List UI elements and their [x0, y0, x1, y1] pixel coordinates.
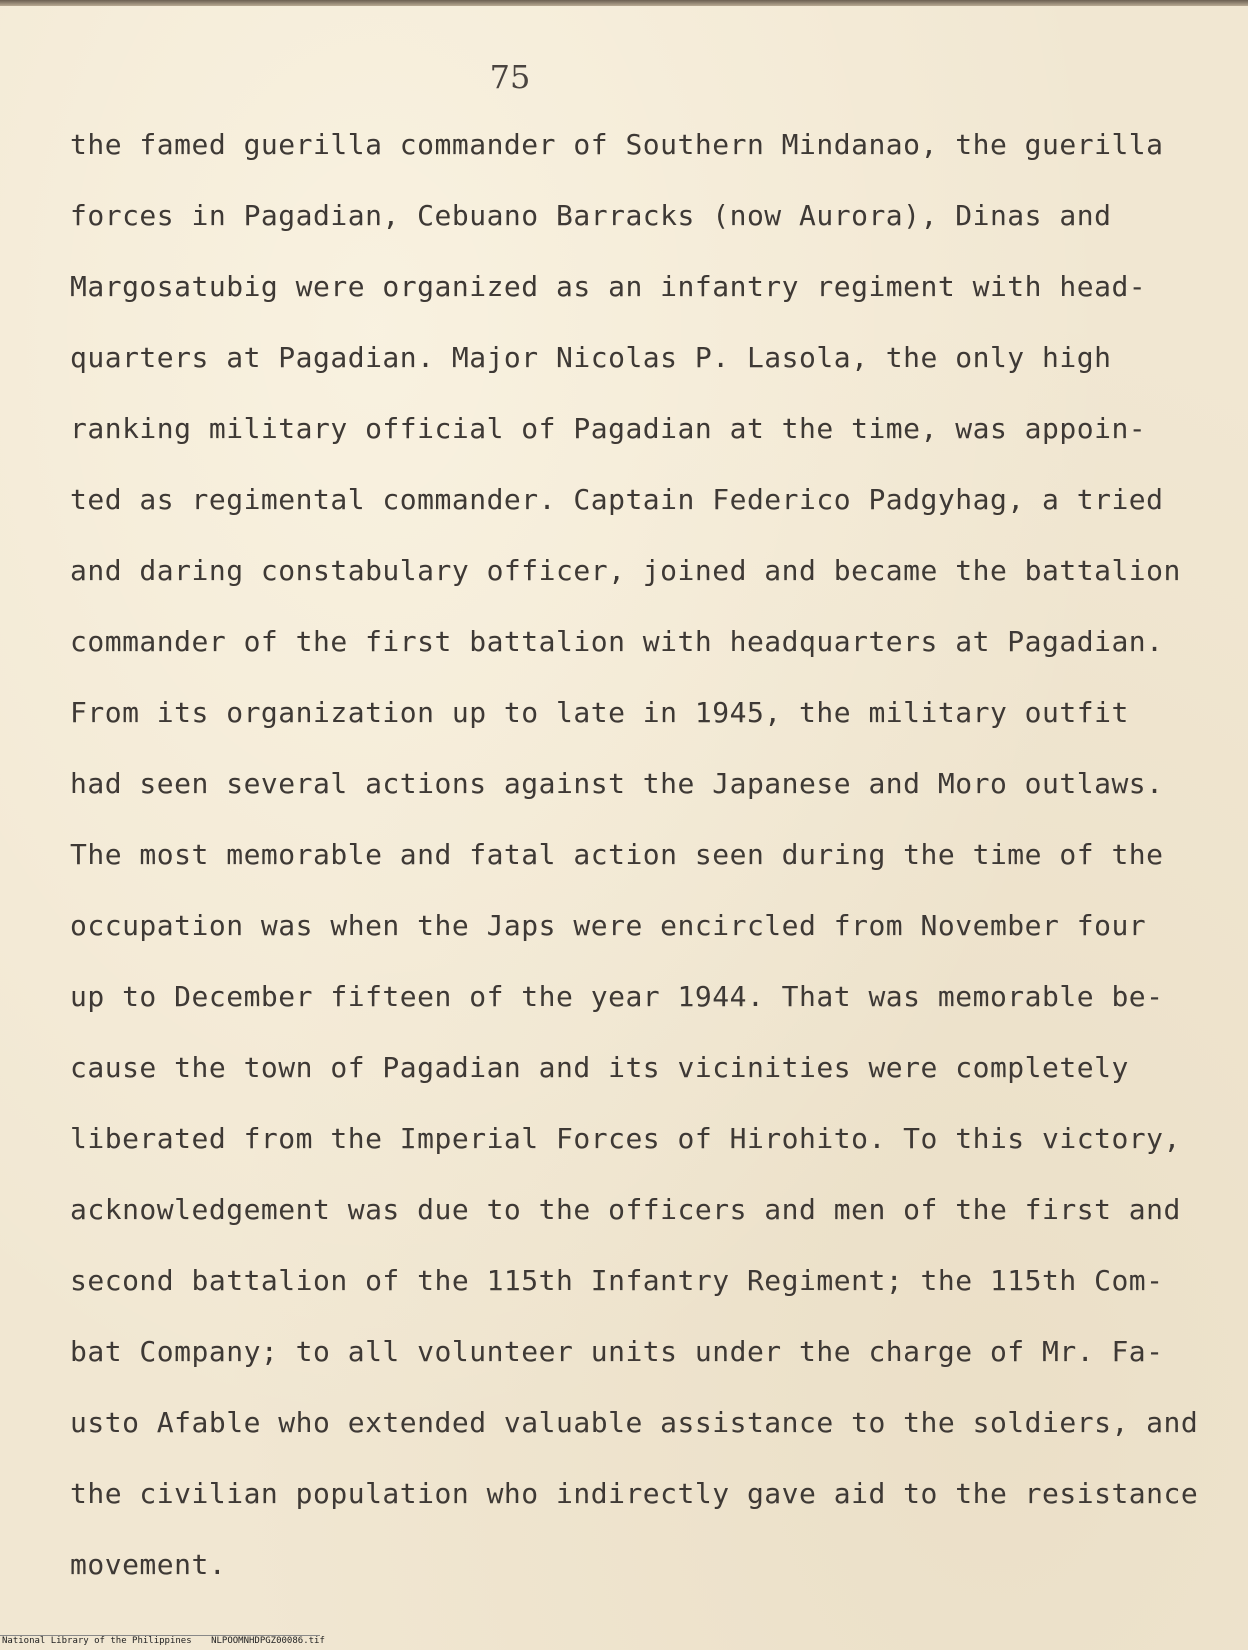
- text-line: liberated from the Imperial Forces of Hirohito. To this victory,: [70, 1122, 1181, 1155]
- text-line: forces in Pagadian, Cebuano Barracks (now Aurora), Dinas and: [70, 199, 1112, 232]
- text-line: the famed guerilla commander of Southern Mindanao, the guerilla: [70, 128, 1164, 161]
- text-line: The most memorable and fatal action seen during the time of the: [70, 838, 1164, 871]
- text-line: ranking military official of Pagadian at the time, was appoin-: [70, 412, 1147, 445]
- page-number: 75: [489, 58, 531, 96]
- footer-library: National Library of the Philippines: [2, 1636, 192, 1646]
- text-line: up to December fifteen of the year 1944. That was memorable be-: [70, 980, 1164, 1013]
- text-line: second battalion of the 115th Infantry Regiment; the 115th Com-: [70, 1264, 1164, 1297]
- body-text: [70, 116, 1200, 1607]
- text-line: occupation was when the Japs were encircled from November four: [70, 909, 1147, 942]
- text-line: commander of the first battalion with headquarters at Pagadian.: [70, 625, 1164, 658]
- text-line: From its organization up to late in 1945, the military outfit: [70, 696, 1129, 729]
- text-line: had seen several actions against the Japanese and Moro outlaws.: [70, 767, 1164, 800]
- page-top-edge: [0, 0, 1248, 6]
- text-line: Margosatubig were organized as an infantry regiment with head-: [70, 270, 1147, 303]
- text-line: quarters at Pagadian. Major Nicolas P. Lasola, the only high: [70, 341, 1112, 374]
- text-line: usto Afable who extended valuable assistance to the soldiers, and: [70, 1406, 1199, 1439]
- text-line: the civilian population who indirectly gave aid to the resistance: [70, 1477, 1199, 1510]
- text-line: bat Company; to all volunteer units under the charge of Mr. Fa-: [70, 1335, 1164, 1368]
- text-line: cause the town of Pagadian and its vicinities were completely: [70, 1051, 1129, 1084]
- text-line: acknowledgement was due to the officers and men of the first and: [70, 1193, 1181, 1226]
- text-line: ted as regimental commander. Captain Federico Padgyhag, a tried: [70, 483, 1164, 516]
- footer-filename: NLPOOMNHDPGZ00086.tif: [211, 1636, 325, 1646]
- text-line: movement.: [70, 1548, 227, 1581]
- text-line: and daring constabulary officer, joined and became the battalion: [70, 554, 1181, 587]
- scan-footer: [2, 1636, 339, 1646]
